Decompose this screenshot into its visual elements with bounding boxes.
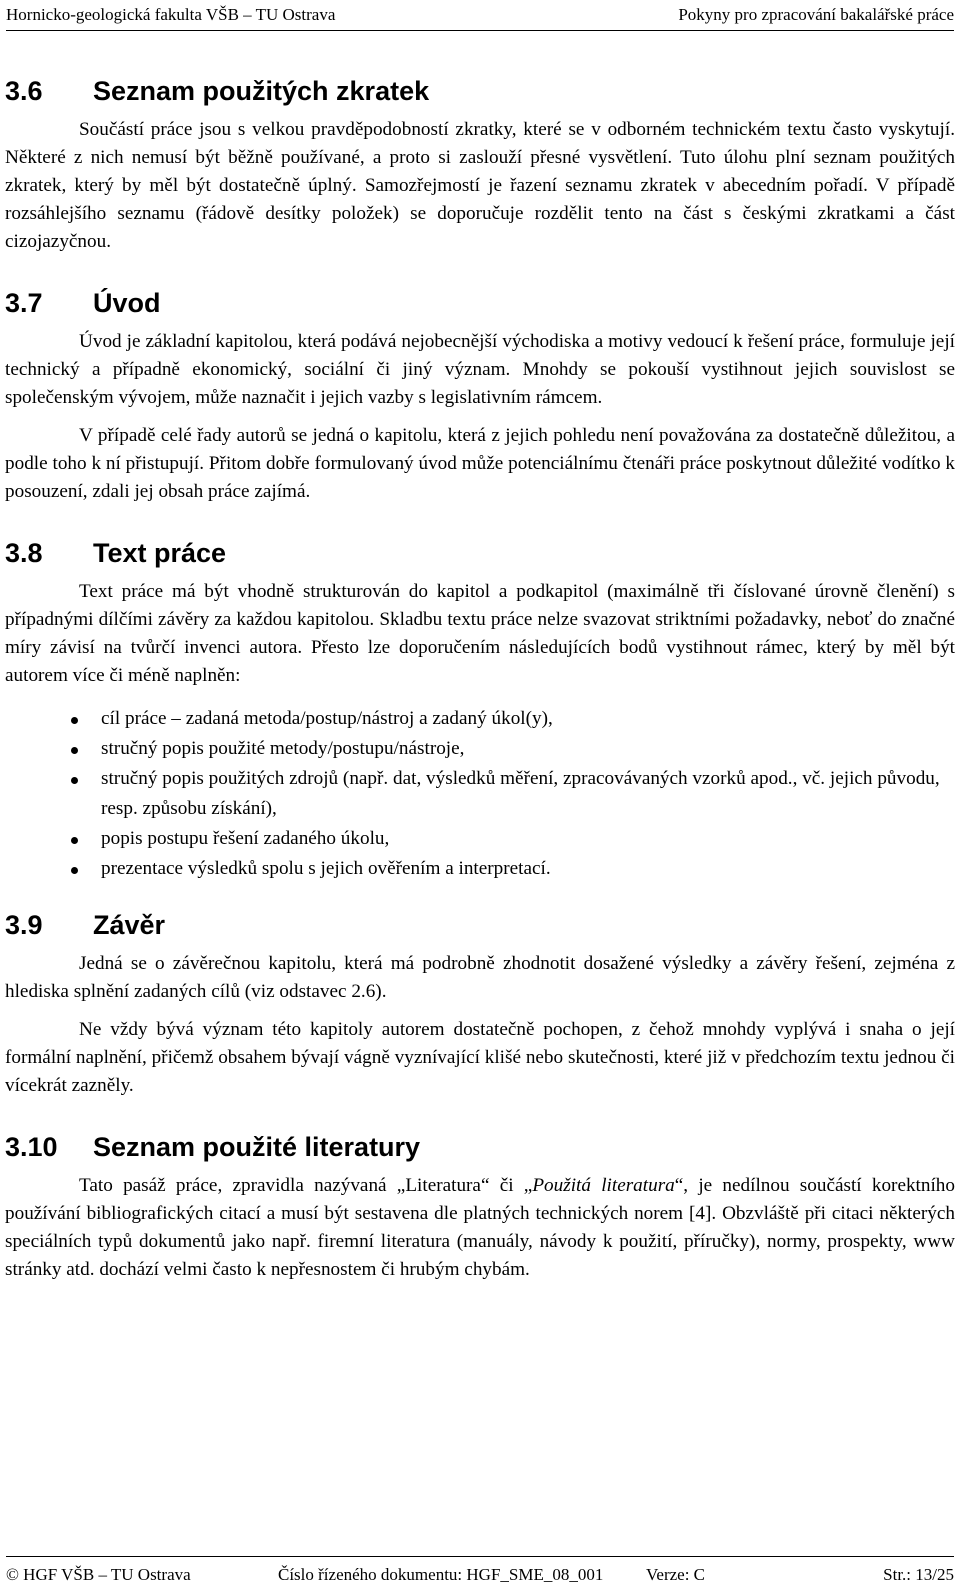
header-faculty: Hornicko-geologická fakulta VŠB – TU Ostrava xyxy=(6,5,336,24)
list-item: stručný popis použité metody/postupu/nástroje, xyxy=(5,734,955,764)
section-number: 3.6 xyxy=(5,76,43,106)
bullet-icon xyxy=(71,717,78,724)
section-number: 3.10 xyxy=(5,1132,58,1162)
section-number: 3.9 xyxy=(5,910,43,940)
section-heading-3-8 xyxy=(5,536,955,570)
paragraph: Tato pasáž práce, zpravidla nazývaná „Literatura“ či „Použitá literatura“, je nedílnou součástí korektního používání bibliografických citací a musí být sestavena dle platných technických norem [4]. Obzvláště při citaci některých speciálních typů dokumentů jako např. firemní literatura (manuály, návody k použití, příručky), normy, prospekty, www stránky atd. dochází velmi často k nepřesnostem či hrubým chybám. xyxy=(5,1175,955,1280)
bullet-icon xyxy=(71,837,78,844)
section-number: 3.7 xyxy=(5,288,43,318)
bullet-list xyxy=(5,704,955,884)
section-heading-3-6 xyxy=(5,74,955,108)
paragraph: Ne vždy bývá význam této kapitoly autorem dostatečně pochopen, z čehož mnohdy vyplývá i snaha o její formální naplnění, přičemž obsahem bývají vágně vyznívající klišé nebo skutečnosti, které již v předchozím textu jednou či vícekrát zazněly. xyxy=(5,1019,955,1096)
header-doc-title: Pokyny pro zpracování bakalářské práce xyxy=(678,5,954,24)
section-number: 3.8 xyxy=(5,538,43,568)
footer-version: Verze: C xyxy=(646,1565,706,1584)
footer-doc-number: Číslo řízeného dokumentu: HGF_SME_08_001 xyxy=(278,1565,604,1584)
section-title: Text práce xyxy=(93,538,227,568)
page-content xyxy=(5,70,955,1284)
list-item: cíl práce – zadaná metoda/postup/nástroj a zadaný úkol(y), xyxy=(5,704,955,734)
section-heading-3-7 xyxy=(5,286,955,320)
bullet-icon xyxy=(71,777,78,784)
paragraph: Text práce má být vhodně strukturován do kapitol a podkapitol (maximálně tři číslované úrovně členění) s případnými dílčími závěry za každou kapitolou. Skladbu textu práce nelze svazovat striktními požadavky, neboť do značné míry závisí na tvůrčí invenci autora. Přesto lze doporučením následujících bodů vystihnout rámec, který by měl být autorem více či méně naplněn: xyxy=(5,581,955,686)
section-title: Závěr xyxy=(93,910,166,940)
footer-page-number: Str.: 13/25 xyxy=(883,1565,954,1584)
list-item: stručný popis použitých zdrojů (např. dat, výsledků měření, zpracovávaných vzorků apod., vč. jejich původu, resp. způsobu získání), xyxy=(5,764,955,824)
list-item: prezentace výsledků spolu s jejich ověřením a interpretací. xyxy=(5,854,955,884)
footer-org: © HGF VŠB – TU Ostrava xyxy=(6,1565,191,1584)
paragraph: Součástí práce jsou s velkou pravděpodobností zkratky, které se v odborném technickém textu často vyskytují. Některé z nich nemusí být běžně používané, a proto si zaslouží přesné vysvětlení. Tuto úlohu plní seznam použitých zkratek, který by měl být dostatečně úplný. Samozřejmostí je řazení seznamu zkratek v abecedním pořadí. V případě rozsáhlejšího seznamu (řádově desítky položek) se doporučuje rozdělit tento na část s českými zkratkami a část cizojazyčnou. xyxy=(5,119,955,252)
section-title: Seznam použitých zkratek xyxy=(93,76,430,106)
paragraph: Jedná se o závěrečnou kapitolu, která má podrobně zhodnotit dosažené výsledky a závěry řešení, zejména z hlediska splnění zadaných cílů (viz odstavec 2.6). xyxy=(5,953,955,1002)
page-header xyxy=(6,5,954,31)
paragraph: Úvod je základní kapitolou, která podává nejobecnější východiska a motivy vedoucí k řešení práce, formuluje její technický a případně ekonomický, sociální či jiný význam. Mnohdy se pokouší vystihnout jejich souvislost se společenským vývojem, může naznačit i jejich vazby s legislativním rámcem. xyxy=(5,331,955,408)
section-heading-3-10 xyxy=(5,1130,955,1164)
bullet-icon xyxy=(71,867,78,874)
emphasized-term: Použitá literatura xyxy=(532,1175,675,1196)
paragraph: V případě celé řady autorů se jedná o kapitolu, která z jejich pohledu není považována za dostatečně důležitou, a podle toho k ní přistupují. Přitom dobře formulovaný úvod může potenciálnímu čtenáři práce poskytnout důležité vodítko k posouzení, zdali jej obsah práce zajímá. xyxy=(5,425,955,502)
page-footer xyxy=(6,1556,954,1587)
section-heading-3-9 xyxy=(5,908,955,942)
bullet-icon xyxy=(71,747,78,754)
list-item: popis postupu řešení zadaného úkolu, xyxy=(5,824,955,854)
section-title: Seznam použité literatury xyxy=(93,1132,421,1162)
section-title: Úvod xyxy=(93,288,161,318)
